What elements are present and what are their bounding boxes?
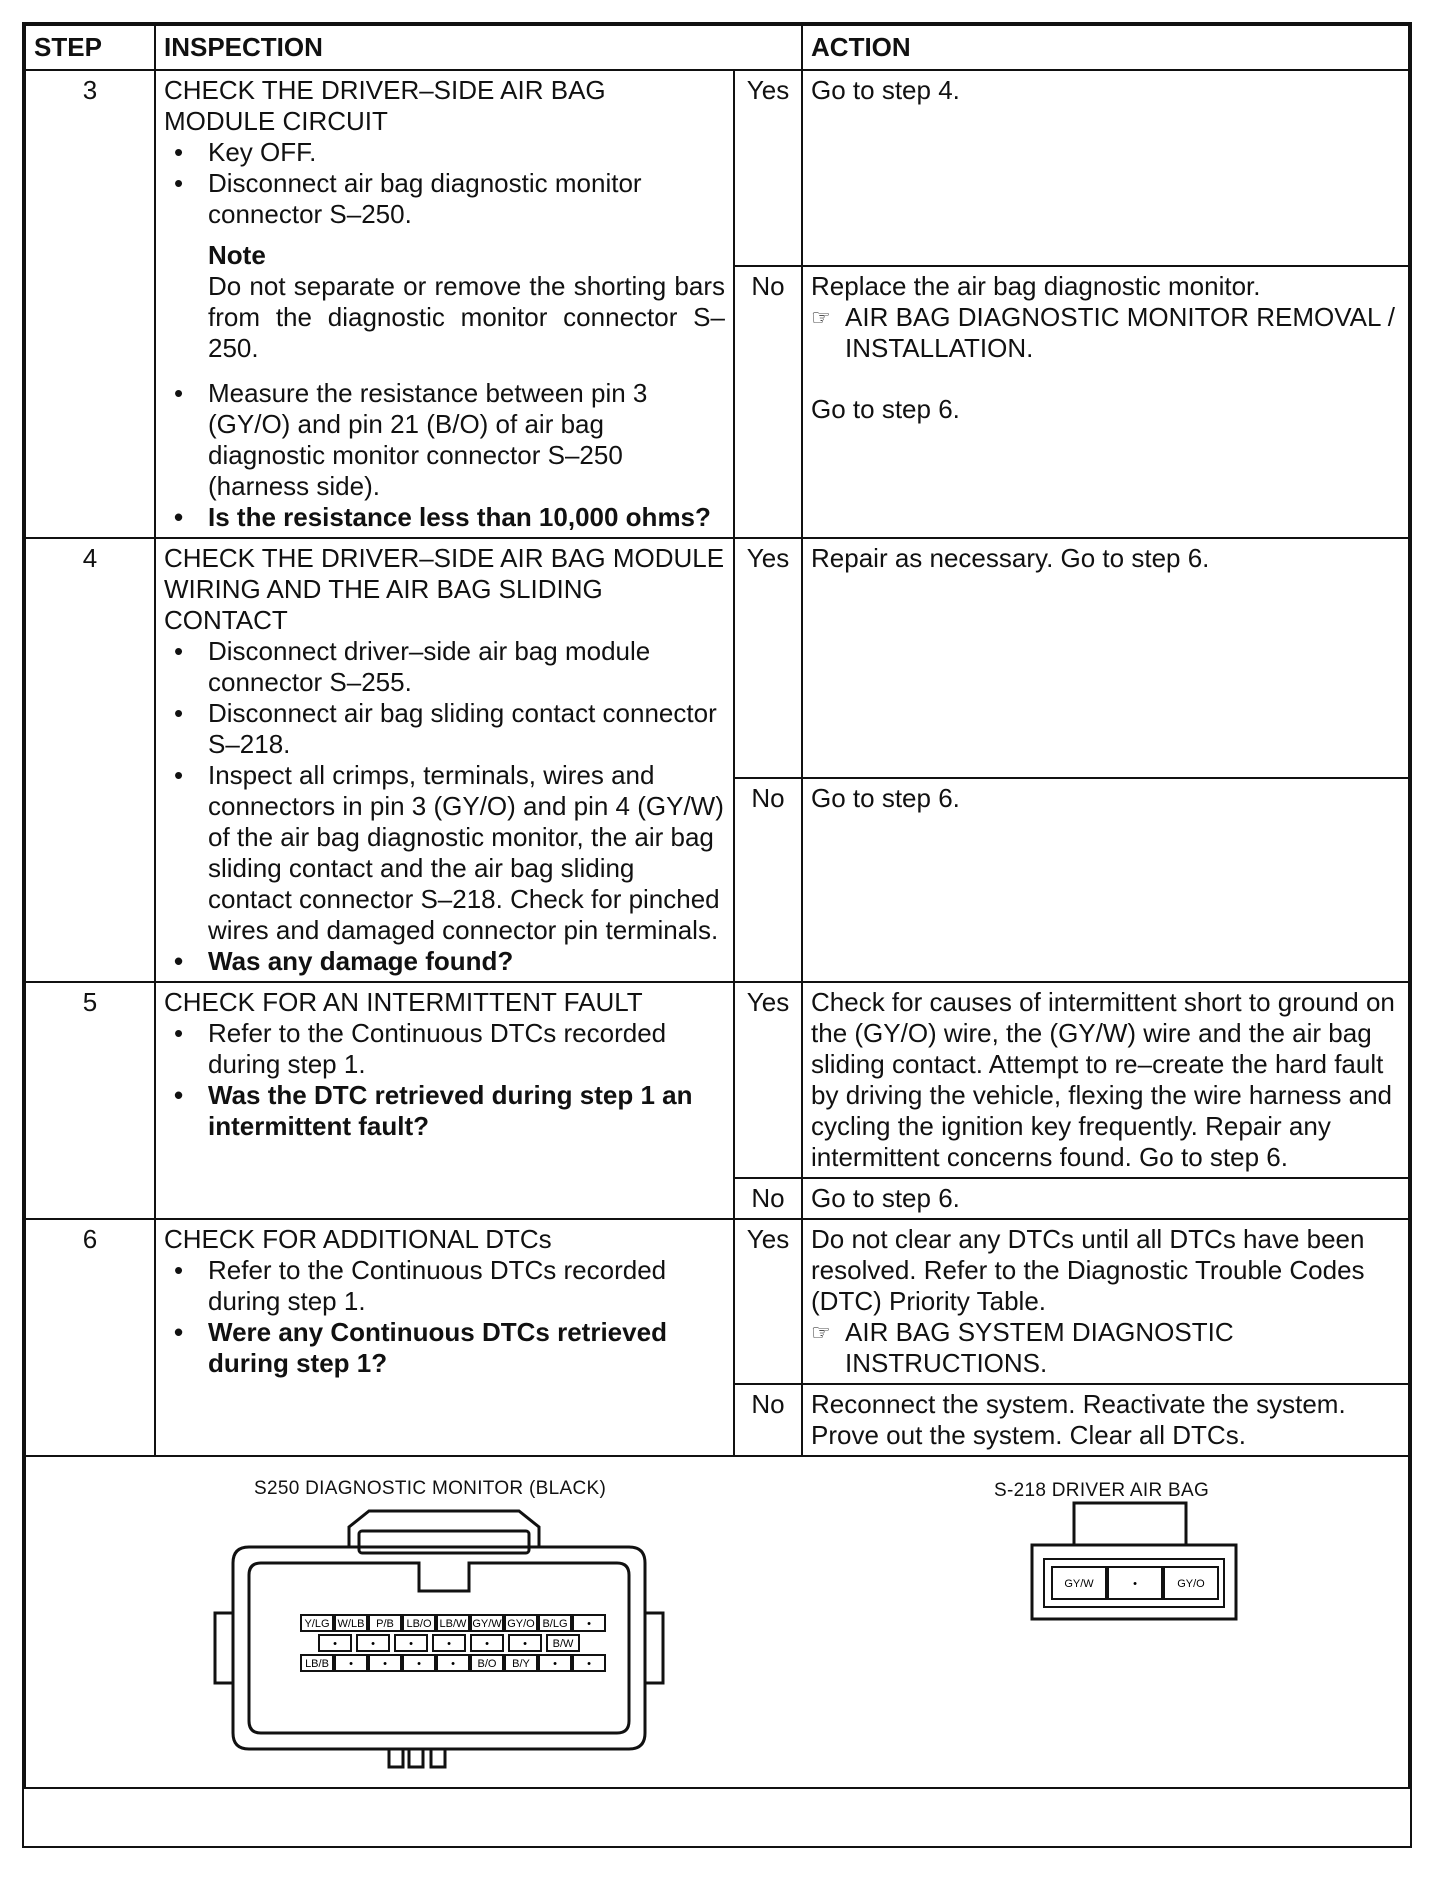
pin-label: • xyxy=(553,1658,557,1670)
bullet-item: • Refer to the Continuous DTCs recorded during step 1. xyxy=(164,1255,725,1317)
step-number: 6 xyxy=(25,1219,155,1456)
s250-pin xyxy=(539,1655,571,1671)
no-label: No xyxy=(734,1384,802,1456)
s250-pin xyxy=(433,1635,465,1651)
question-item: • Is the resistance less than 10,000 ohms? xyxy=(164,502,725,533)
pin-label: P/B xyxy=(376,1618,394,1630)
step-3-yes-row xyxy=(25,70,1409,266)
pin-label: • xyxy=(587,1658,591,1670)
pin-label: GY/O xyxy=(1177,1578,1205,1590)
s250-pin xyxy=(573,1655,605,1671)
diagnostic-document xyxy=(22,22,1412,1848)
bullet-item: • Measure the resistance between pin 3 (GY/O) and pin 21 (B/O) of air bag diagnostic monitor connector S–250 (harness side). xyxy=(164,378,725,502)
s250-pin xyxy=(471,1655,503,1671)
pin-label: GY/W xyxy=(472,1618,502,1630)
pin-label: B/Y xyxy=(512,1658,530,1670)
connector-latch xyxy=(359,1531,529,1553)
pin-label: • xyxy=(451,1658,455,1670)
diagnostic-table xyxy=(24,24,1410,1789)
s250-pin xyxy=(369,1615,401,1631)
pin-label: GY/O xyxy=(507,1618,535,1630)
connector-side-tab xyxy=(215,1613,233,1683)
step-number: 5 xyxy=(25,982,155,1219)
s250-pin xyxy=(471,1635,503,1651)
s218-pin xyxy=(1052,1567,1106,1599)
no-label: No xyxy=(734,1178,802,1219)
s250-pin xyxy=(573,1615,605,1631)
step-5-inspection xyxy=(155,982,734,1219)
yes-label: Yes xyxy=(734,538,802,778)
yes-label: Yes xyxy=(734,1219,802,1384)
step-title: CHECK FOR AN INTERMITTENT FAULT xyxy=(164,987,643,1017)
s250-label: S250 DIAGNOSTIC MONITOR (BLACK) xyxy=(254,1478,607,1499)
yes-label: Yes xyxy=(734,982,802,1178)
s250-pin xyxy=(471,1615,503,1631)
s250-pin xyxy=(301,1615,333,1631)
pin-label: B/W xyxy=(552,1638,574,1650)
step-number: 3 xyxy=(25,70,155,538)
pin-label: LB/B xyxy=(305,1658,329,1670)
diagram-cell xyxy=(25,1456,1409,1788)
step-4-inspection xyxy=(155,538,734,982)
s218-label: S-218 DRIVER AIR BAG xyxy=(994,1480,1210,1501)
step-number: 4 xyxy=(25,538,155,982)
pin-label: • xyxy=(523,1638,527,1650)
pin-label: • xyxy=(587,1618,591,1630)
s250-pin xyxy=(357,1635,389,1651)
reference-line xyxy=(811,1317,1400,1379)
step-6-yes-row xyxy=(25,1219,1409,1384)
header-action: ACTION xyxy=(802,25,1409,70)
s250-pin xyxy=(403,1655,435,1671)
no-action: Reconnect the system. Reactivate the system. Prove out the system. Clear all DTCs. xyxy=(802,1384,1409,1456)
bullet-item: • Disconnect air bag diagnostic monitor connector S–250. xyxy=(164,168,725,230)
note-block xyxy=(164,240,725,364)
connector-bottom-tab xyxy=(431,1749,445,1767)
s250-pin xyxy=(437,1655,469,1671)
step-title: CHECK THE DRIVER–SIDE AIR BAG MODULE WIRING AND THE AIR BAG SLIDING CONTACT xyxy=(164,543,725,635)
pin-label: B/LG xyxy=(542,1618,568,1630)
diagram-row xyxy=(25,1456,1409,1788)
pin-label: • xyxy=(485,1638,489,1650)
yes-action: Check for causes of intermittent short to ground on the (GY/O) wire, the (GY/W) wire and the air bag sliding contact. Attempt to re–create the hard fault by driving the vehicle, flexing the wire harness and cycling the ignition key frequently. Repair any intermittent concerns found. Go to step 6. xyxy=(802,982,1409,1178)
s250-pin xyxy=(509,1635,541,1651)
pin-label: • xyxy=(1133,1578,1137,1590)
reference-line xyxy=(811,302,1400,364)
no-label: No xyxy=(734,266,802,538)
step-4-yes-row xyxy=(25,538,1409,778)
s250-pin xyxy=(437,1615,469,1631)
no-label: No xyxy=(734,778,802,982)
bullet-item: • Disconnect driver–side air bag module connector S–255. xyxy=(164,636,725,698)
s250-connector-drawing xyxy=(209,1501,669,1771)
pin-label: B/O xyxy=(477,1658,497,1670)
s250-pin xyxy=(335,1615,367,1631)
s250-pin-grid xyxy=(301,1615,605,1671)
note-text: Do not separate or remove the shorting bars from the diagnostic monitor connector S–250. xyxy=(208,271,725,363)
connector-latch-outline xyxy=(349,1511,539,1547)
yes-action-cell xyxy=(802,1219,1409,1384)
header-row xyxy=(25,25,1409,70)
s218-pin xyxy=(1108,1567,1162,1599)
pin-label: • xyxy=(409,1638,413,1650)
pin-label: • xyxy=(447,1638,451,1650)
bullet-item: • Key OFF. xyxy=(164,137,725,168)
connector-side-tab xyxy=(645,1613,663,1683)
connector-bottom-tab xyxy=(389,1749,403,1767)
step-title-line: MODULE CIRCUIT xyxy=(164,106,388,136)
pin-label: • xyxy=(349,1658,353,1670)
pin-label: LB/O xyxy=(406,1618,432,1630)
s218-latch xyxy=(1074,1503,1186,1545)
connector-bottom-tab xyxy=(409,1749,423,1767)
s250-pin xyxy=(335,1655,367,1671)
pin-label: • xyxy=(371,1638,375,1650)
s250-pin xyxy=(319,1635,351,1651)
no-action: Go to step 6. xyxy=(802,778,1409,982)
no-action: Replace the air bag diagnostic monitor. xyxy=(811,271,1261,301)
s250-pin xyxy=(395,1635,427,1651)
question-item: • Were any Continuous DTCs retrieved during step 1? xyxy=(164,1317,725,1379)
bullet-item: • Disconnect air bag sliding contact connector S–218. xyxy=(164,698,725,760)
pin-label: • xyxy=(333,1638,337,1650)
s250-pin xyxy=(369,1655,401,1671)
step-6-inspection xyxy=(155,1219,734,1456)
s250-pin xyxy=(505,1655,537,1671)
pointing-hand-icon: ☞ xyxy=(811,1320,831,1345)
header-inspection: INSPECTION xyxy=(155,25,802,70)
pin-label: Y/LG xyxy=(304,1618,330,1630)
connector-figures xyxy=(34,1461,1400,1783)
bullet-item: • Refer to the Continuous DTCs recorded during step 1. xyxy=(164,1018,725,1080)
s250-pin xyxy=(505,1615,537,1631)
pin-label: W/LB xyxy=(337,1618,365,1630)
s218-connector-drawing xyxy=(1024,1501,1244,1641)
no-action-cell xyxy=(802,266,1409,538)
question-item: • Was the DTC retrieved during step 1 an intermittent fault? xyxy=(164,1080,725,1142)
reference-text: AIR BAG SYSTEM DIAGNOSTIC INSTRUCTIONS. xyxy=(845,1317,1234,1378)
s250-pin xyxy=(539,1615,571,1631)
s250-pin xyxy=(301,1655,333,1671)
pin-label: LB/W xyxy=(439,1618,467,1630)
pin-label: GY/W xyxy=(1064,1578,1094,1590)
pin-label: • xyxy=(383,1658,387,1670)
step-5-yes-row xyxy=(25,982,1409,1178)
pointing-hand-icon: ☞ xyxy=(811,305,831,330)
pin-label: • xyxy=(417,1658,421,1670)
s250-pin xyxy=(403,1615,435,1631)
step-title: CHECK FOR ADDITIONAL DTCs xyxy=(164,1224,552,1254)
yes-label: Yes xyxy=(734,70,802,266)
note-title: Note xyxy=(208,240,266,270)
no-action-2: Go to step 6. xyxy=(811,394,960,424)
step-3-inspection xyxy=(155,70,734,538)
step-title-line: CHECK THE DRIVER–SIDE AIR BAG xyxy=(164,75,606,105)
bullet-item: • Inspect all crimps, terminals, wires and connectors in pin 3 (GY/O) and pin 4 (GY/W) of the air bag diagnostic monitor, the air bag sliding contact and the air bag sliding contact connector S–218. Check for pinched wires and damaged connector pin terminals. xyxy=(164,760,725,946)
s250-pin xyxy=(547,1635,579,1651)
question-item: • Was any damage found? xyxy=(164,946,725,977)
no-action: Go to step 6. xyxy=(802,1178,1409,1219)
reference-text: AIR BAG DIAGNOSTIC MONITOR REMOVAL / INSTALLATION. xyxy=(845,302,1395,363)
yes-action: Do not clear any DTCs until all DTCs have been resolved. Refer to the Diagnostic Trouble Codes (DTC) Priority Table. xyxy=(811,1224,1365,1316)
header-step: STEP xyxy=(25,25,155,70)
yes-action: Go to step 4. xyxy=(802,70,1409,266)
s218-pin xyxy=(1164,1567,1218,1599)
s218-pin-row xyxy=(1052,1567,1218,1599)
yes-action: Repair as necessary. Go to step 6. xyxy=(802,538,1409,778)
